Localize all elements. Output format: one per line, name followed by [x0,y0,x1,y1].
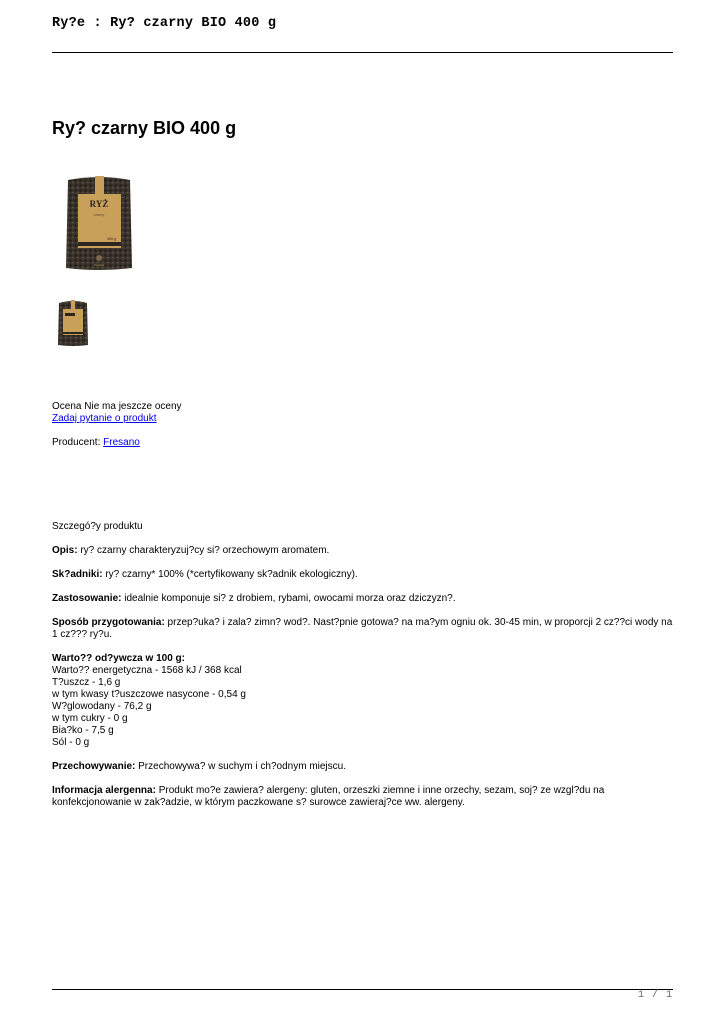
product-thumbnail[interactable] [57,299,89,347]
storage-text: Przechowywa? w suchym i ch?odnym miejscu. [135,761,346,772]
ingredients-label: Sk?adniki: [52,569,103,580]
usage-text: idealnie komponuje si? z drobiem, rybami, owocami morza oraz dziczyzn?. [121,593,456,604]
description-text: ry? czarny charakteryzuj?cy si? orzechowym aromatem. [77,545,330,556]
package-weight-text: 400 g [107,237,116,241]
allergen-text: Produkt mo?e zawiera? alergeny: gluten, orzeszki ziemne i inne orzechy, sezam, soj? ze wzgl?du na konfekcjonowanie w zak?adzie, w którym paczkowane s? surowce zawieraj?ce ww. alergeny. [52,785,605,808]
storage-section [52,761,677,773]
ask-question-link[interactable]: Zadaj pytanie o produkt [52,413,157,424]
nutrition-section [52,653,677,749]
running-header: Ry?e : Ry? czarny BIO 400 g [52,16,277,31]
details-heading: Szczegó?y produktu [52,521,143,532]
rating [52,401,182,413]
nutrition-label: Warto?? od?ywcza w 100 g: [52,653,185,664]
allergen-label: Informacja alergenna: [52,785,156,796]
ingredients-section [52,569,677,581]
storage-label: Przechowywanie: [52,761,136,772]
preparation-section [52,617,677,641]
page-number: 1 / 1 [637,990,673,1001]
producer-link[interactable]: Fresano [103,437,140,448]
preparation-text: przep?uka? i zala? zimn? wod?. Nast?pnie gotowa? na ma?ym ogniu ok. 30-45 min, w proporcji 2 cz??ci wody na 1 cz??? ry?u. [52,617,673,640]
product-title: Ry? czarny BIO 400 g [52,118,237,138]
product-details [52,521,677,821]
product-image[interactable] [64,174,134,272]
nutrition-line: T?uszcz - 1,6 g [52,677,121,688]
description-label: Opis: [52,545,78,556]
usage-section [52,593,677,605]
allergen-section [52,785,677,809]
nutrition-line: w tym cukry - 0 g [52,713,128,724]
footer-rule [52,989,673,990]
nutrition-line: Sól - 0 g [52,737,90,748]
producer [52,437,140,449]
nutrition-line: W?glowodany - 76,2 g [52,701,152,712]
package-subtitle-text: czarny [93,212,105,217]
nutrition-line: Bia?ko - 7,5 g [52,725,114,736]
preparation-label: Sposób przygotowania: [52,617,165,628]
package-maker-text: fresano [93,263,105,267]
nutrition-line: w tym kwasy t?uszczowe nasycone - 0,54 g [52,689,246,700]
producer-label: Producent: [52,437,101,448]
usage-label: Zastosowanie: [52,593,122,604]
rating-value: Nie ma jeszcze oceny [84,401,182,412]
description-section [52,545,677,557]
header-rule [52,52,673,53]
rating-label: Ocena [52,401,82,412]
ingredients-text: ry? czarny* 100% (*certyfikowany sk?adnik ekologiczny). [102,569,358,580]
package-title-text: RYŻ [89,199,109,209]
nutrition-line: Warto?? energetyczna - 1568 kJ / 368 kcal [52,665,242,676]
